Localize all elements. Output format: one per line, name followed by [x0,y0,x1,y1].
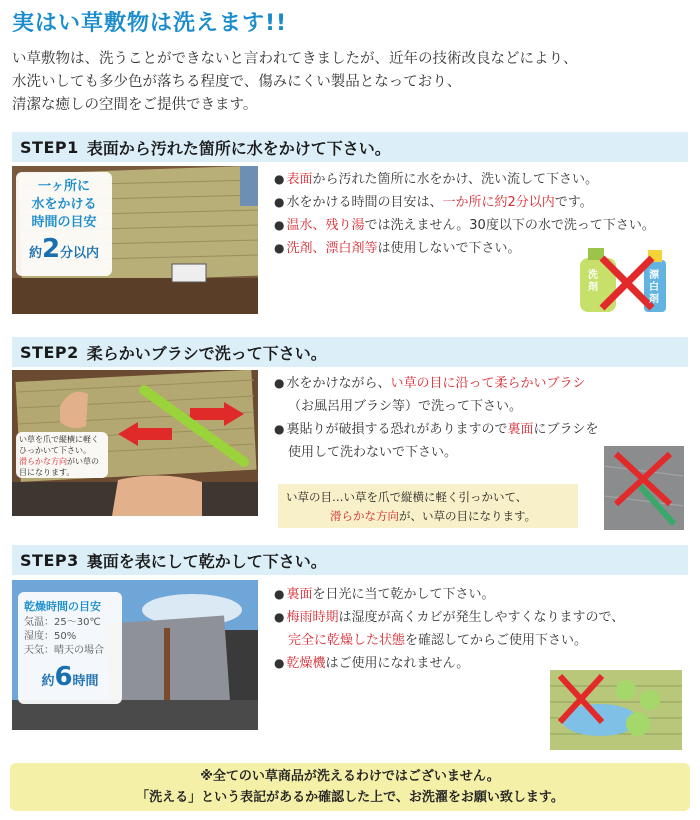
callout-unit: 時間 [72,674,99,689]
photo-note-line: 滑らかな方向 [19,457,67,466]
footer-notice [10,763,690,811]
list-item: 完全に乾燥した状態を確認してからご使用下さい。 [288,633,588,648]
list-item: （お風呂用ブラシ等）で洗って下さい。 [288,399,523,414]
step1-header [12,132,688,162]
callout-line: 時間の目安 [31,215,97,230]
callout-line: 湿度：50% [24,631,77,642]
step-title: 柔らかいブラシで洗って下さい。 [86,343,327,363]
callout-line: 一ヶ所に [37,179,90,194]
photo-note-line: 目になります。 [19,468,75,477]
time-callout [16,172,112,276]
intro-line: 清潔な癒しの空間をご提供できます。 [12,97,258,113]
step2-bullets [274,372,599,464]
list-item: ● 表面から汚れた箇所に水をかけ、洗い流して下さい。 [274,172,598,187]
footer-line: ※全てのい草商品が洗えるわけではございません。 [200,769,500,784]
list-item: ● 梅雨時期は湿度が高くカビが発生しやすくなりますので、 [274,610,625,625]
igusa-note [278,484,578,528]
bottle-label: 漂白剤 [649,270,659,305]
callout-line: 水をかける [31,197,97,212]
list-item: ● 裏面を日光に当て乾かして下さい。 [274,587,495,602]
list-item: ● 洗剤、漂白剤等は使用しないで下さい。 [274,241,521,256]
callout-unit: 分以内 [60,246,100,261]
list-item: 使用して洗わないで下さい。 [288,445,458,460]
step-number: STEP1 [20,137,79,157]
step2-photo [12,370,258,516]
note-line: 滑らかな方向が、い草の目になります。 [330,509,537,523]
step-title: 裏面を表にして乾かして下さい。 [86,551,327,571]
photo-note-line: い草を爪で縦横に軽く [19,435,99,444]
no-backside-brush-icon [604,446,684,530]
callout-line: 気温：25～30℃ [24,617,101,628]
page-title: 実はい草敷物は洗えます!! [12,11,288,36]
callout-number: 2 [41,234,61,264]
footer-line: 「洗える」という表記があるか確認した上で、お洗濯をお願い致します。 [136,790,564,805]
list-item: ● 水をかけながら、い草の目に沿って柔らかいブラシ [274,376,586,391]
note-line: い草の目…い草を爪で縦横に軽く引っかいて、 [286,490,528,504]
intro-text [12,48,692,117]
no-detergent-icon [574,244,674,314]
step-number: STEP3 [20,550,79,570]
step1-photo [12,166,258,314]
step-number: STEP2 [20,342,79,362]
list-item: ● 温水、残り湯では洗えません。30度以下の水で洗って下さい。 [274,218,655,233]
callout-line: 天気：晴天の場合 [24,645,104,656]
dry-time-callout [18,592,122,704]
step2-header [12,337,688,367]
step-title: 表面から汚れた箇所に水をかけて下さい。 [86,138,391,158]
photo-note [16,432,108,478]
intro-line: 水洗いしても多少色が落ちる程度で、傷みにくい製品となっており、 [12,74,462,90]
no-dryer-mold-icon [550,670,682,750]
bottle-label: 洗剤 [588,270,598,293]
list-item: ● 水をかける時間の目安は、一か所に約2分以内です。 [274,195,593,210]
step3-header [12,545,688,575]
callout-about: 約 [28,246,42,261]
callout-about: 約 [41,674,55,689]
list-item: ● 乾燥機はご使用になれません。 [274,656,470,671]
callout-number: 6 [54,662,73,692]
list-item: ● 裏貼りが破損する恐れがありますので裏面にブラシを [274,422,599,437]
photo-note-line: ひっかいて下さい。 [19,446,91,455]
photo-note-line: がい草の [67,457,99,466]
callout-title: 乾燥時間の目安 [24,600,101,613]
step3-photo [12,580,258,730]
intro-line: い草敷物は、洗うことができないと言われてきましたが、近年の技術改良などにより、 [12,51,578,67]
step3-bullets [274,583,624,675]
